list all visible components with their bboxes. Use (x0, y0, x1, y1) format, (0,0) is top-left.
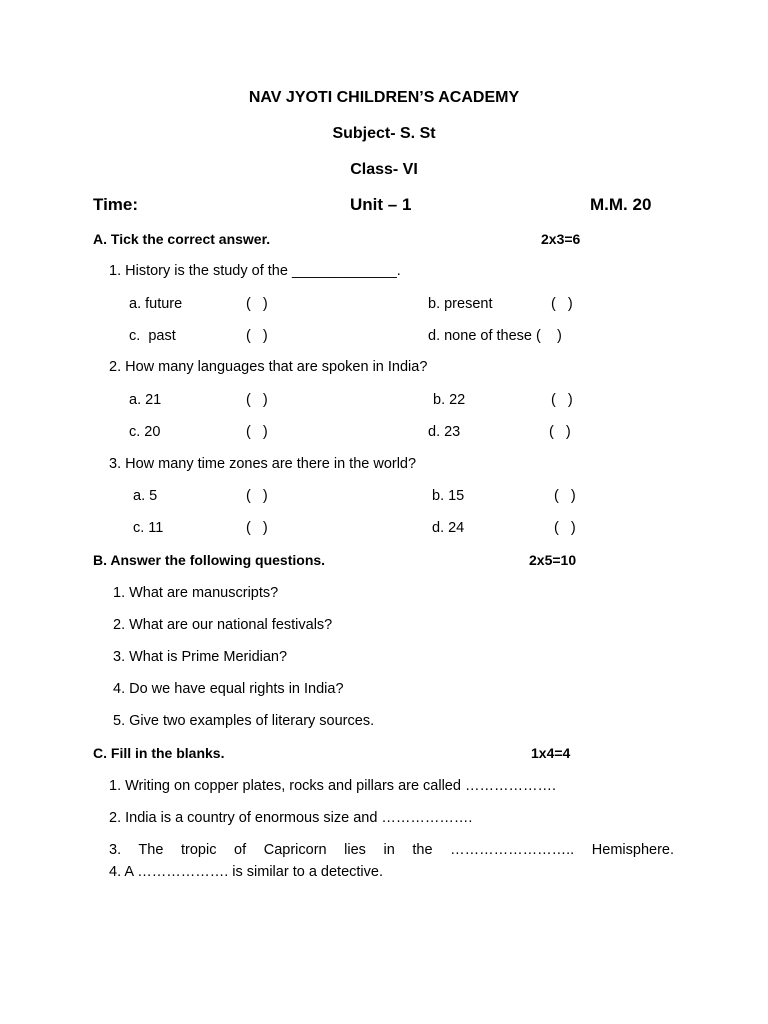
question-a1: 1. History is the study of the _____________. (109, 263, 401, 279)
question-c1: 1. Writing on copper plates, rocks and pillars are called ………………. (109, 778, 556, 794)
tick-box: ( ) (246, 520, 268, 536)
section-c-marks: 1x4=4 (531, 745, 571, 761)
question-b3: 3. What is Prime Meridian? (113, 649, 288, 665)
tick-box: ( ) (246, 488, 268, 504)
tick-box: ( ) (246, 424, 268, 440)
tick-box: ( ) (551, 392, 573, 408)
option-a3-b: b. 15 (432, 488, 465, 504)
section-b-title: B. Answer the following questions. (93, 552, 326, 568)
question-c4: 4. A ………………. is similar to a detective. (109, 864, 383, 880)
option-a1-c: c. past (129, 328, 176, 344)
section-a-marks: 2x3=6 (541, 231, 581, 247)
question-c3: 3. The tropic of Capricorn lies in the …………………….. Hemisphere. (109, 842, 674, 858)
tick-box: ( ) (246, 328, 268, 344)
tick-box: ( ) (246, 392, 268, 408)
option-a1-b: b. present (428, 296, 493, 312)
tick-box: ( ) (551, 296, 573, 312)
option-a2-c: c. 20 (129, 424, 161, 440)
max-marks: M.M. 20 (590, 195, 652, 214)
unit-label: Unit – 1 (350, 195, 412, 214)
tick-box: ( ) (246, 296, 268, 312)
tick-box: ( ) (554, 520, 576, 536)
school-name: NAV JYOTI CHILDREN’S ACADEMY (248, 89, 520, 106)
option-a3-c: c. 11 (133, 520, 164, 536)
class-line: Class- VI (350, 161, 418, 178)
question-a2: 2. How many languages that are spoken in India? (109, 359, 428, 375)
option-a1-d: d. none of these ( ) (428, 328, 562, 344)
question-a3: 3. How many time zones are there in the world? (109, 456, 417, 472)
question-c2: 2. India is a country of enormous size and ………………. (109, 810, 473, 826)
tick-box: ( ) (554, 488, 576, 504)
section-b-marks: 2x5=10 (529, 552, 577, 568)
question-b1: 1. What are manuscripts? (113, 585, 279, 601)
question-b2: 2. What are our national festivals? (113, 617, 333, 633)
section-a-title: A. Tick the correct answer. (93, 231, 271, 247)
subject-line: Subject- S. St (332, 125, 436, 142)
question-b5: 5. Give two examples of literary sources. (113, 713, 375, 729)
question-b4: 4. Do we have equal rights in India? (113, 681, 344, 697)
option-a3-d: d. 24 (432, 520, 465, 536)
section-c-title: C. Fill in the blanks. (93, 745, 225, 761)
tick-box: ( ) (549, 424, 571, 440)
option-a2-b: b. 22 (433, 392, 466, 408)
option-a2-a: a. 21 (129, 392, 162, 408)
option-a3-a: a. 5 (133, 488, 158, 504)
option-a1-a: a. future (129, 296, 183, 312)
time-label: Time: (93, 195, 139, 214)
option-a2-d: d. 23 (428, 424, 461, 440)
